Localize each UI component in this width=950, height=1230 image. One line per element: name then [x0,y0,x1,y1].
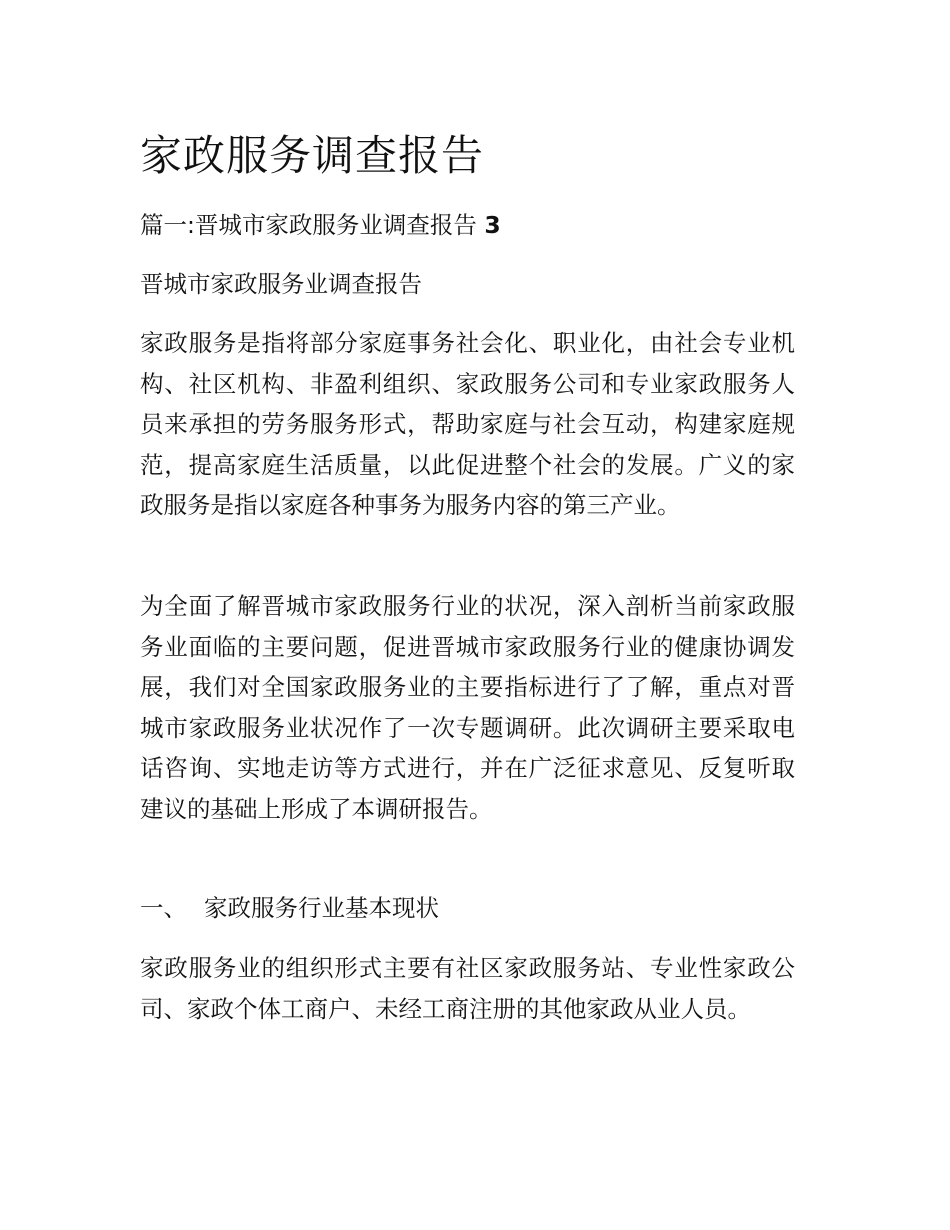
chapter-heading-text: 篇一:晋城市家政服务业调查报告 [140,211,477,239]
section-title: 家政服务行业基本现状 [204,894,439,922]
chapter-heading-number: 3 [484,211,501,239]
paragraph-definition: 家政服务是指将部分家庭事务社会化、职业化，由社会专业机构、社区机构、非盈利组织、家政服务公司和专业家政服务人员来承担的劳务服务形式，帮助家庭与社会互动，构建家庭规范，提高家庭生活质量，以此促进整个社会的发展。广义的家政服务是指以家庭各种事务为服务内容的第三产业。 [140,329,795,519]
paragraph-purpose: 为全面了解晋城市家政服务行业的状况，深入剖析当前家政服务业面临的主要问题，促进晋城市家政服务行业的健康协调发展，我们对全国家政服务业的主要指标进行了了解，重点对晋城市家政服务业状况作了一次专题调研。此次调研主要采取电话咨询、实地走访等方式进行，并在广泛征求意见、反复听取建议的基础上形成了本调研报告。 [140,592,795,823]
paragraph-organization-forms: 家政服务业的组织形式主要有社区家政服务站、专业性家政公司、家政个体工商户、未经工商注册的其他家政从业人员。 [140,954,795,1023]
report-subtitle: 晋城市家政服务业调查报告 [140,270,422,298]
document-title: 家政服务调查报告 [140,131,485,180]
section-heading-1 [140,888,439,928]
chapter-heading [140,205,501,245]
section-number: 一、 [140,894,187,922]
